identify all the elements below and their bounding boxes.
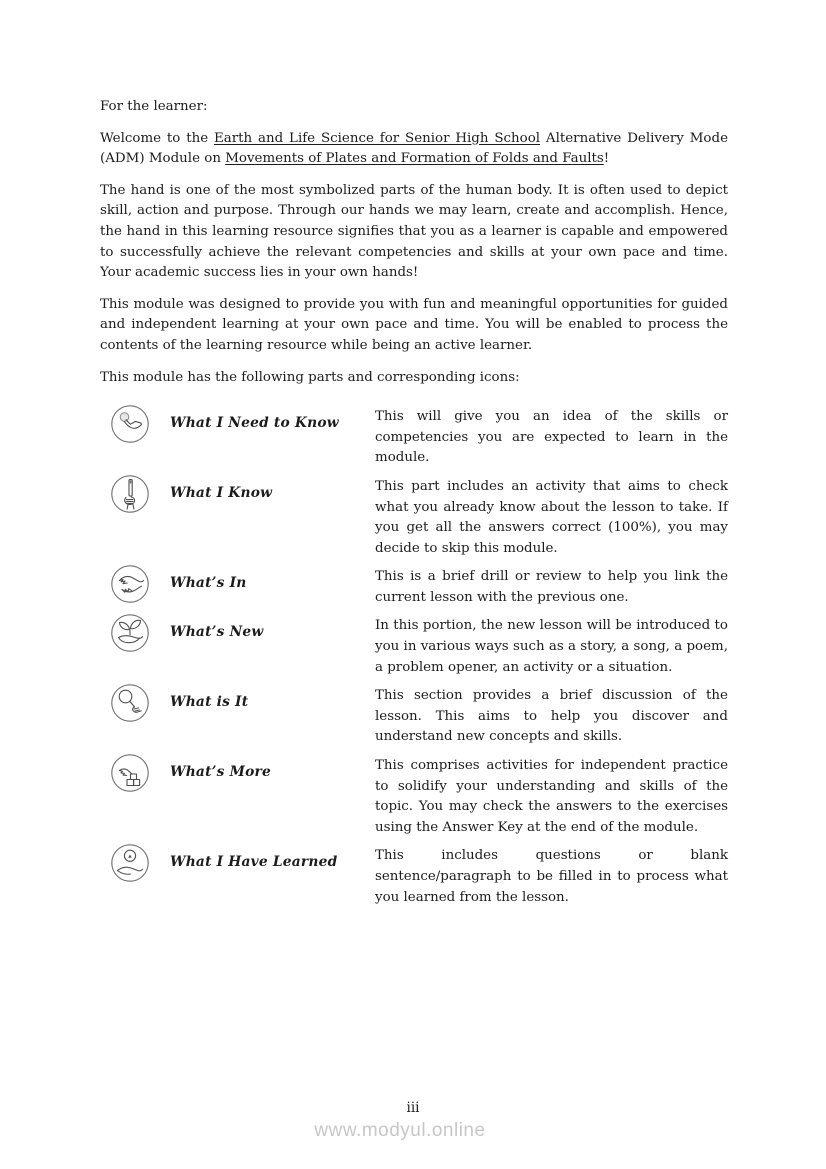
module-paragraph: This module was designed to provide you with fun and meaningful opportunities for guided and independent learning at your own pace and time. You will be enabled to process the contents of the learning resource while being an active learner.: [100, 296, 728, 353]
pointing-hand-icon: [100, 404, 170, 444]
hand-with-plant-icon: [100, 613, 170, 653]
welcome-underlined-title-1: Earth and Life Science for Senior High School: [214, 130, 541, 146]
part-description: This will give you an idea of the skills or competencies you are expected to learn in the module.: [375, 409, 728, 466]
part-row-whats-new: [100, 616, 728, 678]
part-label: What is It: [170, 694, 249, 711]
part-description: This is a brief drill or review to help you link the current lesson with the previous one.: [375, 569, 728, 605]
page-number: iii: [406, 1100, 420, 1116]
hand-stacking-blocks-icon: [100, 753, 170, 793]
part-label: What I Need to Know: [170, 415, 339, 432]
hand-with-magnifier-icon: [100, 683, 170, 723]
hand-holding-pencil-icon: [100, 474, 170, 514]
part-row-what-i-have-learned: [100, 846, 728, 908]
welcome-prefix: Welcome to the: [100, 130, 214, 146]
linked-hands-icon: [100, 564, 170, 604]
part-row-what-i-need-to-know: [100, 407, 728, 469]
parts-table: [100, 407, 728, 908]
part-description: In this portion, the new lesson will be introduced to you in various ways such as a story, a song, a poem, a problem opener, an activity or a situation.: [375, 618, 728, 675]
part-row-whats-more: [100, 756, 728, 838]
welcome-middle: Alternative Delivery Mode (ADM) Module on: [100, 130, 728, 167]
part-label: What’s In: [170, 575, 247, 592]
part-description: This section provides a brief discussion of the lesson. This aims to help you discover and understand new concepts and skills.: [375, 688, 728, 745]
welcome-suffix: !: [603, 151, 610, 167]
part-description: This part includes an activity that aims to check what you already know about the lesson to take. If you get all the answers correct (100%), you may decide to skip this module.: [375, 478, 728, 556]
part-label: What I Know: [170, 484, 273, 501]
part-description: This includes questions or blank sentence/paragraph to be filled in to process what you learned from the lesson.: [375, 848, 728, 905]
part-row-whats-in: [100, 567, 728, 608]
salutation: For the learner:: [100, 99, 208, 114]
hand-with-bulb-icon: [100, 843, 170, 883]
page-content: [100, 97, 728, 916]
part-label: What’s More: [170, 764, 271, 781]
watermark: www.modyul.online: [314, 1120, 486, 1141]
part-label: What I Have Learned: [170, 854, 338, 871]
welcome-paragraph: [100, 129, 728, 170]
part-description: This comprises activities for independent practice to solidify your understanding and skills of the topic. You may check the answers to the exercises using the Answer Key at the end of the module.: [375, 758, 728, 835]
part-row-what-is-it: [100, 686, 728, 748]
part-row-what-i-know: [100, 477, 728, 559]
welcome-underlined-title-2: Movements of Plates and Formation of Folds and Faults: [225, 151, 604, 167]
parts-heading: This module has the following parts and corresponding icons:: [100, 369, 520, 385]
hand-paragraph: The hand is one of the most symbolized parts of the human body. It is often used to depict skill, action and purpose. Through our hands we may learn, create and accomplish. Hence, the hand in this learning resource signifies that you as a learner is capable and empowered to successfully achieve the relevant competencies and skills at your own pace and time. Your academic success lies in your own hands!: [100, 182, 728, 281]
part-label: What’s New: [170, 624, 264, 641]
